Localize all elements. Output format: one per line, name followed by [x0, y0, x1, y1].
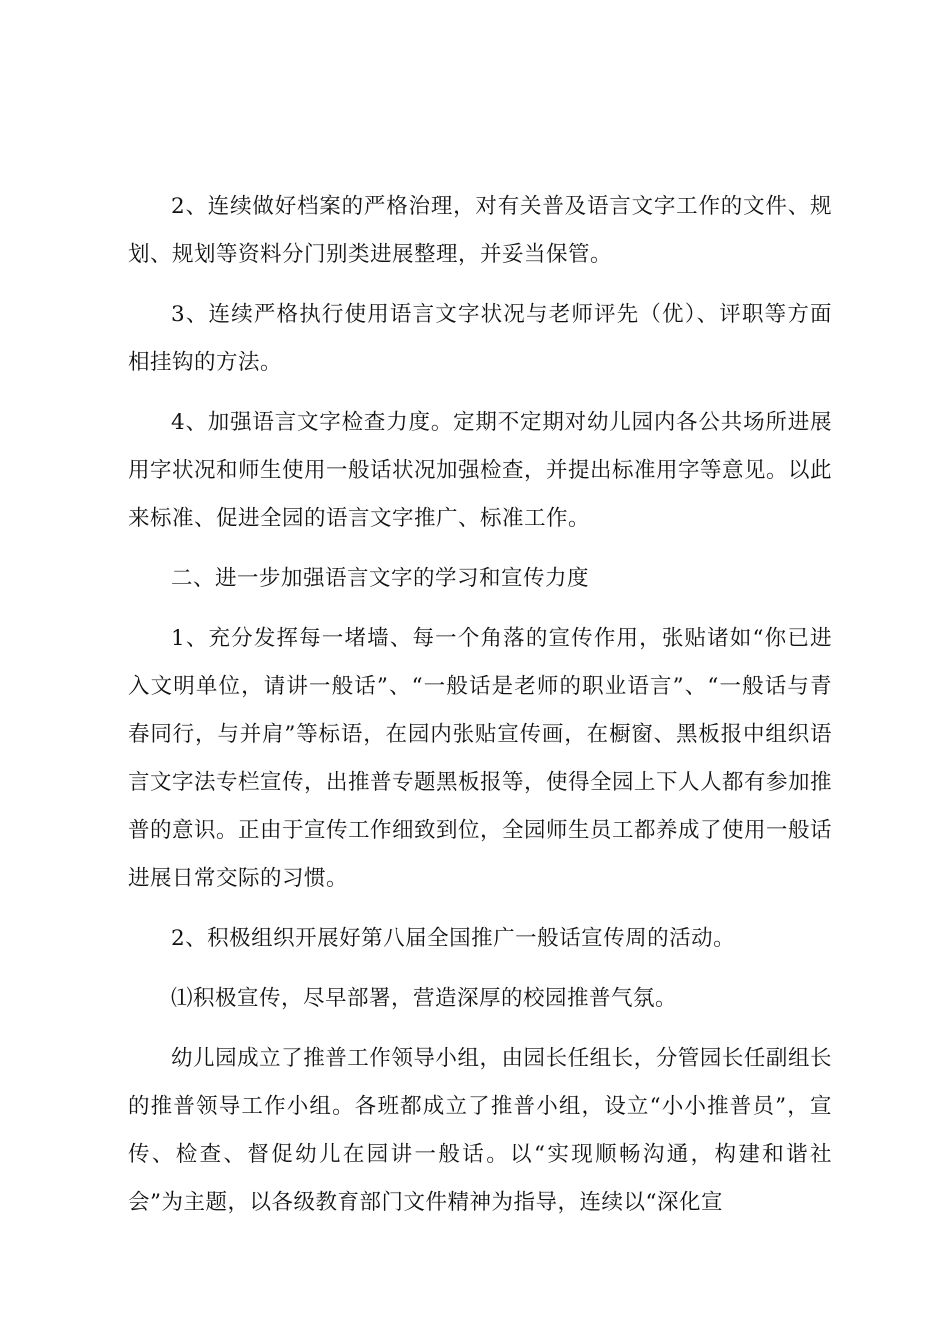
- paragraph-leadership-group: 幼儿园成立了推普工作领导小组，由园长任组长，分管园长任副组长的推普领导工作小组。各班都成立了推普小组，设立“小小推普员”，宣传、检查、督促幼儿在园讲一般话。以“实现顺畅沟通，构建和谐社会”为主题，以各级教育部门文件精神为指导，连续以“深化宣: [128, 1046, 832, 1215]
- document-body: [128, 183, 832, 1227]
- section-heading-publicity: 二、进一步加强语言文字的学习和宣传力度: [171, 566, 590, 591]
- paragraph-archive-management: 2、连续做好档案的严格治理，对有关普及语言文字工作的文件、规划、规划等资料分门别类进展整理，并妥当保管。: [128, 194, 832, 267]
- paragraph-wall-publicity: 1、充分发挥每一堵墙、每一个角落的宣传作用，张贴诸如“你已进入文明单位，请讲一般话”、“一般话是老师的职业语言”、“一般话与青春同行，与并肩”等标语，在园内张贴宣传画，在橱窗、黑板报中组织语言文字法专栏宣传，出推普专题黑板报等，使得全园上下人人都有参加推普的意识。正由于宣传工作细致到位，全园师生员工都养成了使用一般话进展日常交际的习惯。: [128, 626, 833, 891]
- paragraph-inspection: 4、加强语言文字检查力度。定期不定期对幼儿园内各公共场所进展用字状况和师生使用一般话状况加强检查，并提出标准用字等意见。以此来标准、促进全园的语言文字推广、标准工作。: [128, 410, 833, 531]
- paragraph-promotion-week: 2、积极组织开展好第八届全国推广一般话宣传周的活动。: [171, 926, 736, 951]
- paragraph-teacher-evaluation: 3、连续严格执行使用语言文字状况与老师评先（优）、评职等方面相挂钩的方法。: [128, 302, 832, 375]
- paragraph-atmosphere: ⑴积极宣传，尽早部署，营造深厚的校园推普气氛。: [171, 986, 678, 1011]
